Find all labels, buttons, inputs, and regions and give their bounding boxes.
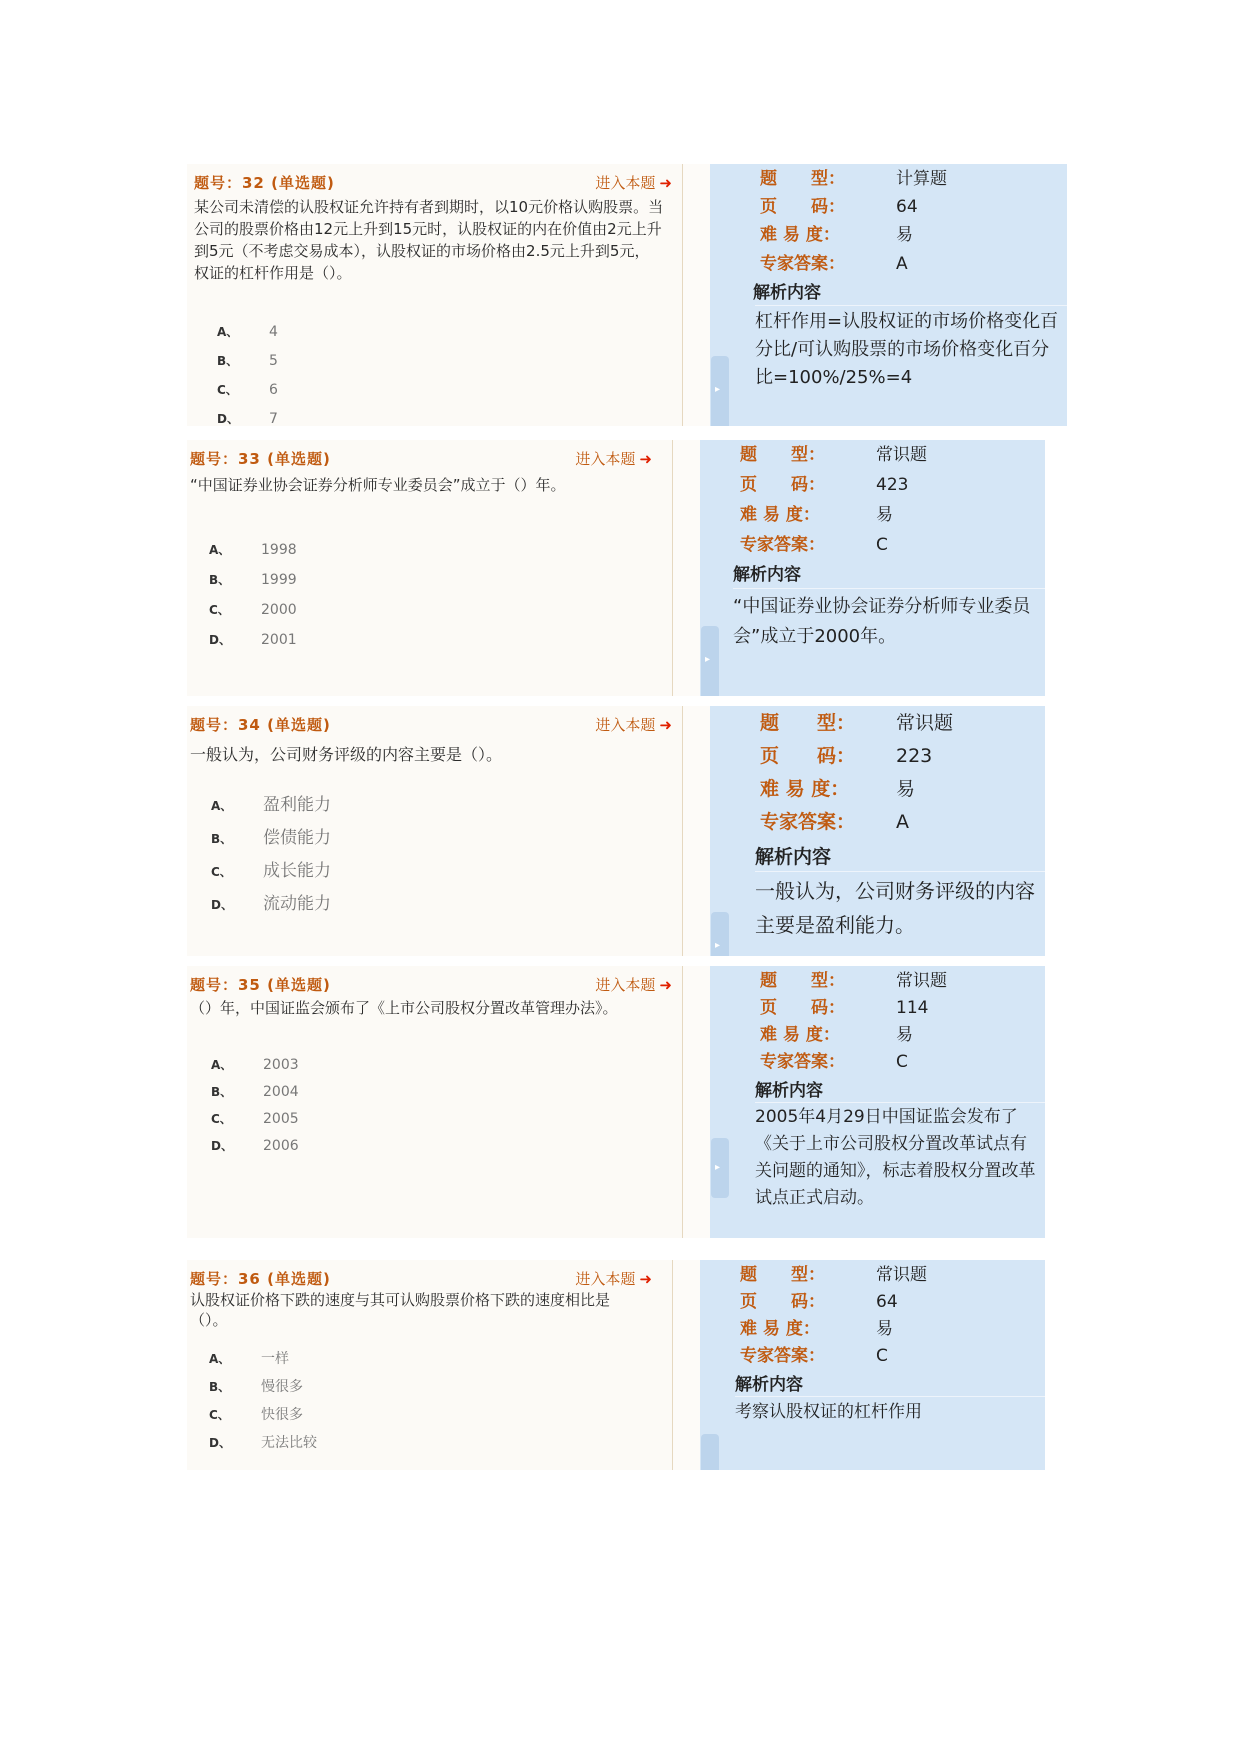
- option-a[interactable]: A、 盈利能力: [211, 795, 331, 815]
- divider: [733, 588, 1045, 589]
- expert-answer: 专家答案： C: [740, 1346, 888, 1366]
- expert-answer: 专家答案： C: [740, 535, 888, 555]
- question-text: 某公司未清偿的认股权证允许持有者到期时，以10元价格认购股票。当公司的股票价格由12元上升到15元时，认股权证的内在价值由2元上升到5元（不考虑交易成本），认股权证的市场价格由2.5元上升到5元，权证的杠杆作用是（）。: [194, 198, 664, 282]
- option-a[interactable]: A、 2003: [211, 1057, 299, 1073]
- question-card: [187, 1260, 1045, 1470]
- panel-scrollbar[interactable]: [711, 912, 729, 956]
- question-panel: [187, 1260, 672, 1470]
- difficulty: 难 易 度： 易: [760, 778, 916, 800]
- question-number: 题号：33 (单选题): [190, 450, 331, 468]
- option-a[interactable]: A、 1998: [209, 542, 297, 558]
- arrow-right-icon: ➜: [659, 976, 672, 994]
- question-type: 题 型： 计算题: [760, 169, 947, 189]
- divider: [735, 1396, 1045, 1397]
- option-b[interactable]: B、 慢很多: [209, 1379, 303, 1395]
- difficulty: 难 易 度： 易: [740, 1319, 893, 1339]
- option-d[interactable]: D、 无法比较: [209, 1435, 317, 1451]
- question-type: 题 型： 常识题: [760, 712, 954, 734]
- page-number: 页 码： 223: [760, 745, 933, 767]
- question-panel: [187, 440, 672, 696]
- analysis-text: 一般认为，公司财务评级的内容主要是盈利能力。: [755, 879, 1035, 937]
- question-card: [187, 440, 1045, 696]
- panel-scrollbar[interactable]: [711, 356, 729, 426]
- panel-scrollbar[interactable]: [711, 1138, 729, 1198]
- divider: [755, 305, 1067, 306]
- question-type: 题 型： 常识题: [740, 1265, 927, 1285]
- analysis-heading: 解析内容: [733, 565, 801, 585]
- answer-panel: [710, 966, 1045, 1238]
- arrow-right-icon: ➜: [659, 174, 672, 192]
- difficulty: 难 易 度： 易: [760, 225, 913, 245]
- page-number: 页 码： 64: [740, 1292, 898, 1312]
- option-b[interactable]: B、 2004: [211, 1084, 299, 1100]
- question-number: 题号：32 (单选题): [194, 174, 335, 192]
- analysis-text: 考察认股权证的杠杆作用: [735, 1402, 922, 1422]
- expert-answer: 专家答案： A: [760, 811, 909, 833]
- panel-separator: [672, 440, 702, 696]
- difficulty: 难 易 度： 易: [740, 505, 893, 525]
- answer-panel: [700, 1260, 1045, 1470]
- option-a[interactable]: A、 一样: [209, 1351, 289, 1367]
- question-type: 题 型： 常识题: [740, 445, 927, 465]
- question-panel: [187, 966, 682, 1238]
- page-number: 页 码： 114: [760, 998, 929, 1018]
- page-number: 页 码： 423: [740, 475, 909, 495]
- question-text: 认股权证价格下跌的速度与其可认购股票价格下跌的速度相比是（）。: [190, 1291, 611, 1329]
- chevron-right-icon: ▸: [715, 940, 721, 951]
- question-panel: [187, 164, 682, 426]
- question-text: （）年，中国证监会颁布了《上市公司股权分置改革管理办法》。: [190, 999, 618, 1017]
- enter-question-link[interactable]: 进入本题 ➜: [595, 976, 672, 994]
- question-card: [187, 966, 1045, 1238]
- question-text: “中国证券业协会证券分析师专业委员会”成立于（）年。: [190, 476, 566, 494]
- option-b[interactable]: B、 1999: [209, 572, 297, 588]
- expert-answer: 专家答案： C: [760, 1052, 908, 1072]
- option-c[interactable]: C、 6: [217, 382, 278, 398]
- chevron-right-icon: ▸: [715, 1162, 721, 1173]
- option-b[interactable]: B、 偿债能力: [211, 828, 331, 848]
- answer-panel: [700, 440, 1045, 696]
- enter-question-link[interactable]: 进入本题 ➜: [595, 716, 672, 734]
- analysis-text: 2005年4月29日中国证监会发布了《关于上市公司股权分置改革试点有关问题的通知》，标志着股权分置改革试点正式启动。: [755, 1107, 1036, 1208]
- panel-separator: [682, 164, 712, 426]
- analysis-text: 杠杆作用=认股权证的市场价格变化百分比/可认购股票的市场价格变化百分比=100%/25%=4: [755, 311, 1059, 388]
- option-d[interactable]: D、 2006: [211, 1138, 299, 1154]
- difficulty: 难 易 度： 易: [760, 1025, 913, 1045]
- enter-question-link[interactable]: 进入本题 ➜: [575, 450, 652, 468]
- option-a[interactable]: A、 4: [217, 324, 278, 340]
- answer-panel: [710, 706, 1045, 956]
- question-number: 题号：34 (单选题): [190, 716, 331, 734]
- panel-separator: [682, 706, 712, 956]
- panel-scrollbar[interactable]: [701, 626, 719, 696]
- option-c[interactable]: C、 快很多: [209, 1407, 303, 1423]
- option-c[interactable]: C、 2005: [211, 1111, 299, 1127]
- panel-separator: [682, 966, 712, 1238]
- arrow-right-icon: ➜: [659, 716, 672, 734]
- analysis-heading: 解析内容: [755, 1081, 823, 1101]
- analysis-heading: 解析内容: [735, 1375, 803, 1395]
- question-number: 题号：35 (单选题): [190, 976, 331, 994]
- question-type: 题 型： 常识题: [760, 971, 947, 991]
- panel-separator: [672, 1260, 702, 1470]
- arrow-right-icon: ➜: [639, 450, 652, 468]
- arrow-right-icon: ➜: [639, 1270, 652, 1288]
- expert-answer: 专家答案： A: [760, 254, 908, 274]
- page-number: 页 码： 64: [760, 197, 918, 217]
- analysis-text: “中国证券业协会证券分析师专业委员会”成立于2000年。: [733, 596, 1031, 647]
- option-c[interactable]: C、 2000: [209, 602, 297, 618]
- panel-scrollbar[interactable]: [701, 1434, 719, 1470]
- chevron-right-icon: ▸: [705, 654, 711, 665]
- question-card: [187, 706, 1045, 956]
- divider: [755, 871, 1045, 872]
- enter-question-link[interactable]: 进入本题 ➜: [575, 1270, 652, 1288]
- analysis-heading: 解析内容: [753, 283, 821, 303]
- option-d[interactable]: D、 7: [217, 411, 278, 427]
- question-panel: [187, 706, 682, 956]
- question-text: 一般认为，公司财务评级的内容主要是（）。: [190, 745, 503, 764]
- enter-question-link[interactable]: 进入本题 ➜: [595, 174, 672, 192]
- question-card: [187, 164, 1067, 426]
- analysis-heading: 解析内容: [755, 846, 832, 868]
- answer-panel: [710, 164, 1067, 426]
- option-b[interactable]: B、 5: [217, 353, 278, 369]
- option-d[interactable]: D、 2001: [209, 632, 297, 648]
- option-d[interactable]: D、 流动能力: [211, 894, 331, 914]
- divider: [755, 1102, 1045, 1103]
- question-number: 题号：36 (单选题): [190, 1270, 331, 1288]
- chevron-right-icon: ▸: [715, 384, 721, 395]
- option-c[interactable]: C、 成长能力: [211, 861, 331, 881]
